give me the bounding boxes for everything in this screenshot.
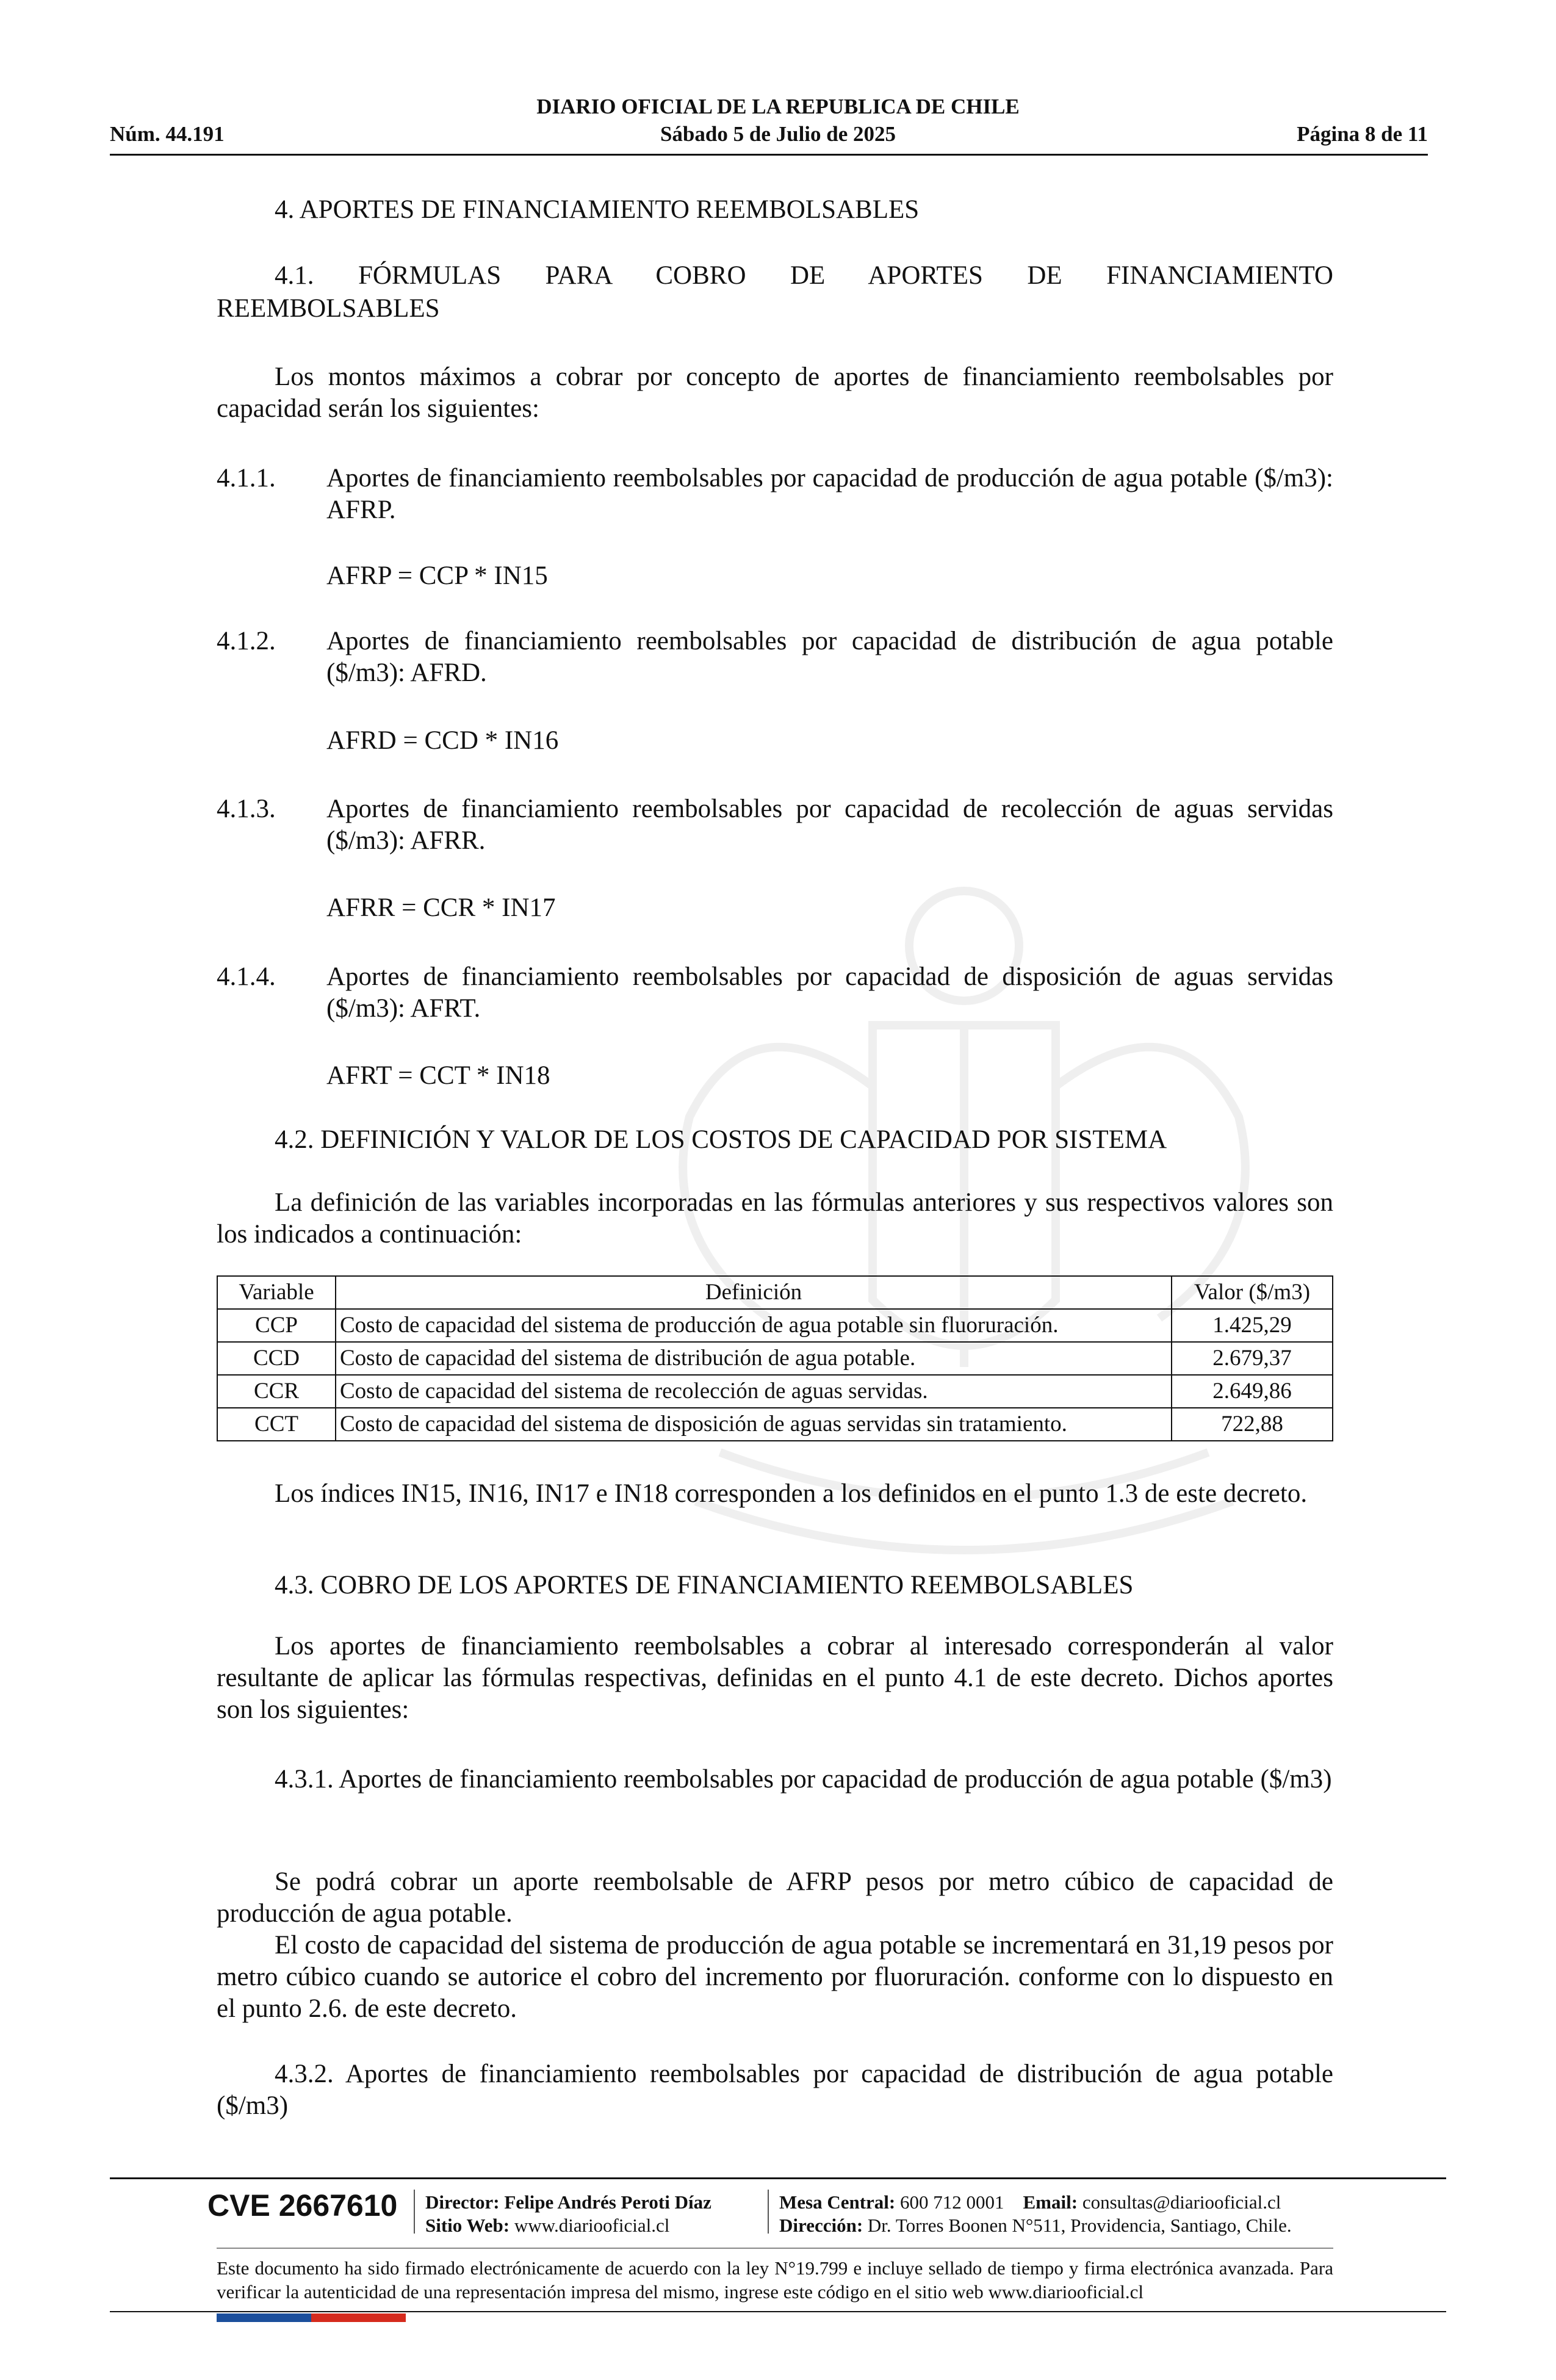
formula: AFRR = CCR * IN17: [326, 893, 556, 922]
formula: AFRD = CCD * IN16: [326, 726, 559, 755]
director-label: Director:: [425, 2191, 500, 2213]
director-name: Felipe Andrés Peroti Díaz: [504, 2191, 711, 2213]
formula: AFRT = CCT * IN18: [326, 1061, 550, 1090]
website-link[interactable]: www.diariooficial.cl: [514, 2215, 670, 2236]
value-cell: 722,88: [1172, 1408, 1333, 1441]
flag-stripe-red: [311, 2313, 406, 2322]
item-text: Aportes de financiamiento reembolsables por capacidad de recolección de aguas servidas ($/m3): AFRR.: [326, 795, 1333, 855]
subsection-heading-4-3: 4.3. COBRO DE LOS APORTES DE FINANCIAMIENTO REEMBOLSABLES: [275, 1571, 1134, 1599]
footer-divider: [110, 2177, 1446, 2179]
footer-inner-divider: [217, 2248, 1333, 2249]
definition-cell: Costo de capacidad del sistema de distribución de agua potable.: [336, 1342, 1172, 1375]
header-divider: [110, 154, 1428, 156]
page-indicator: Página 8 de 11: [1297, 122, 1428, 146]
paragraph: Se podrá cobrar un aporte reembolsable de AFRP pesos por metro cúbico de capacidad de producción de agua potable.: [217, 1867, 1333, 1928]
website-label: Sitio Web:: [425, 2215, 510, 2236]
item-text: Aportes de financiamiento reembolsables por capacidad de disposición de aguas servidas ($/m3): AFRT.: [326, 962, 1333, 1023]
subsection-heading-4-3-1: 4.3.1. Aportes de financiamiento reembolsables por capacidad de producción de agua potable ($/m3): [275, 1765, 1332, 1794]
footer-contact-block: [779, 2191, 1292, 2237]
subsection-heading-4-3-2: 4.3.2. Aportes de financiamiento reembolsables por capacidad de distribución de agua potable ($/m3): [217, 2060, 1333, 2120]
subsection-heading-4-2: 4.2. DEFINICIÓN Y VALOR DE LOS COSTOS DE CAPACIDAD POR SISTEMA: [275, 1125, 1167, 1154]
value-cell: 1.425,29: [1172, 1309, 1333, 1342]
column-header: Definición: [336, 1276, 1172, 1309]
variables-intro: La definición de las variables incorporadas en las fórmulas anteriores y sus respectivos valores son los indicados a continuación:: [217, 1188, 1333, 1249]
table-row: [217, 1342, 1333, 1375]
electronic-signature-notice: Este documento ha sido firmado electrónicamente de acuerdo con la ley N°19.799 e incluye sellado de tiempo y firma electrónica avanzada. Para verificar la autenticidad de una representación impresa del mismo, ingrese este código en el sitio web www.diariooficial.cl: [217, 2257, 1333, 2302]
value-cell: 2.679,37: [1172, 1342, 1333, 1375]
item-number: 4.1.3.: [217, 795, 276, 823]
value-cell: 2.649,86: [1172, 1375, 1333, 1408]
cve-code: CVE 2667610: [207, 2188, 398, 2223]
item-number: 4.1.2.: [217, 627, 276, 655]
email-link[interactable]: consultas@diariooficial.cl: [1082, 2191, 1281, 2213]
capacity-cost-table: [217, 1275, 1333, 1441]
footer-bottom-divider: [110, 2311, 1446, 2312]
address-label: Dirección:: [779, 2215, 863, 2236]
phone-number: 600 712 0001: [900, 2191, 1004, 2213]
item-number: 4.1.4.: [217, 962, 276, 991]
variable-cell: CCR: [217, 1375, 336, 1408]
variable-cell: CCP: [217, 1309, 336, 1342]
section-heading: 4. APORTES DE FINANCIAMIENTO REEMBOLSABLES: [275, 195, 920, 224]
column-header: Variable: [217, 1276, 336, 1309]
formula: AFRP = CCP * IN15: [326, 561, 548, 590]
paragraph: El costo de capacidad del sistema de producción de agua potable se incrementará en 31,19 pesos por metro cúbico cuando se autorice el cobro del incremento por fluoruración. conforme con lo dispuesto en el punto 2.6. de este decreto.: [217, 1931, 1333, 2023]
footer-separator: [414, 2190, 415, 2234]
indices-note: Los índices IN15, IN16, IN17 e IN18 corresponden a los definidos en el punto 1.3 de este decreto.: [275, 1479, 1308, 1508]
issue-date: Sábado 5 de Julio de 2025: [660, 122, 896, 146]
item-number: 4.1.1.: [217, 464, 276, 492]
subsection-heading-4-1-cont: REEMBOLSABLES: [217, 294, 440, 323]
subsection-heading-4-1: 4.1. FÓRMULAS PARA COBRO DE APORTES DE FINANCIAMIENTO: [275, 261, 1333, 290]
newspaper-title: DIARIO OFICIAL DE LA REPUBLICA DE CHILE: [536, 95, 1020, 118]
table-row: [217, 1309, 1333, 1342]
table-row: [217, 1408, 1333, 1441]
variable-cell: CCT: [217, 1408, 336, 1441]
column-header: Valor ($/m3): [1172, 1276, 1333, 1309]
phone-label: Mesa Central:: [779, 2191, 896, 2213]
issue-number: Núm. 44.191: [110, 122, 225, 146]
flag-stripe-blue: [217, 2313, 311, 2322]
intro-paragraph: Los montos máximos a cobrar por concepto de aportes de financiamiento reembolsables por capacidad serán los siguientes:: [217, 362, 1333, 423]
item-text: Aportes de financiamiento reembolsables por capacidad de producción de agua potable ($/m3): AFRP.: [326, 464, 1333, 524]
email-label: Email:: [1023, 2191, 1078, 2213]
footer-director-block: [425, 2191, 711, 2237]
address-value: Dr. Torres Boonen N°511, Providencia, Santiago, Chile.: [867, 2215, 1292, 2236]
collection-intro: Los aportes de financiamiento reembolsables a cobrar al interesado corresponderán al valor resultante de aplicar las fórmulas respectivas, definidas en el punto 4.1 de este decreto. Dichos aportes son los siguientes:: [217, 1632, 1333, 1724]
definition-cell: Costo de capacidad del sistema de recolección de aguas servidas.: [336, 1375, 1172, 1408]
definition-cell: Costo de capacidad del sistema de disposición de aguas servidas sin tratamiento.: [336, 1408, 1172, 1441]
footer-separator: [768, 2190, 769, 2234]
item-text: Aportes de financiamiento reembolsables por capacidad de distribución de agua potable ($/m3): AFRD.: [326, 627, 1333, 687]
definition-cell: Costo de capacidad del sistema de producción de agua potable sin fluoruración.: [336, 1309, 1172, 1342]
variable-cell: CCD: [217, 1342, 336, 1375]
table-row: [217, 1375, 1333, 1408]
table-header-row: [217, 1276, 1333, 1309]
